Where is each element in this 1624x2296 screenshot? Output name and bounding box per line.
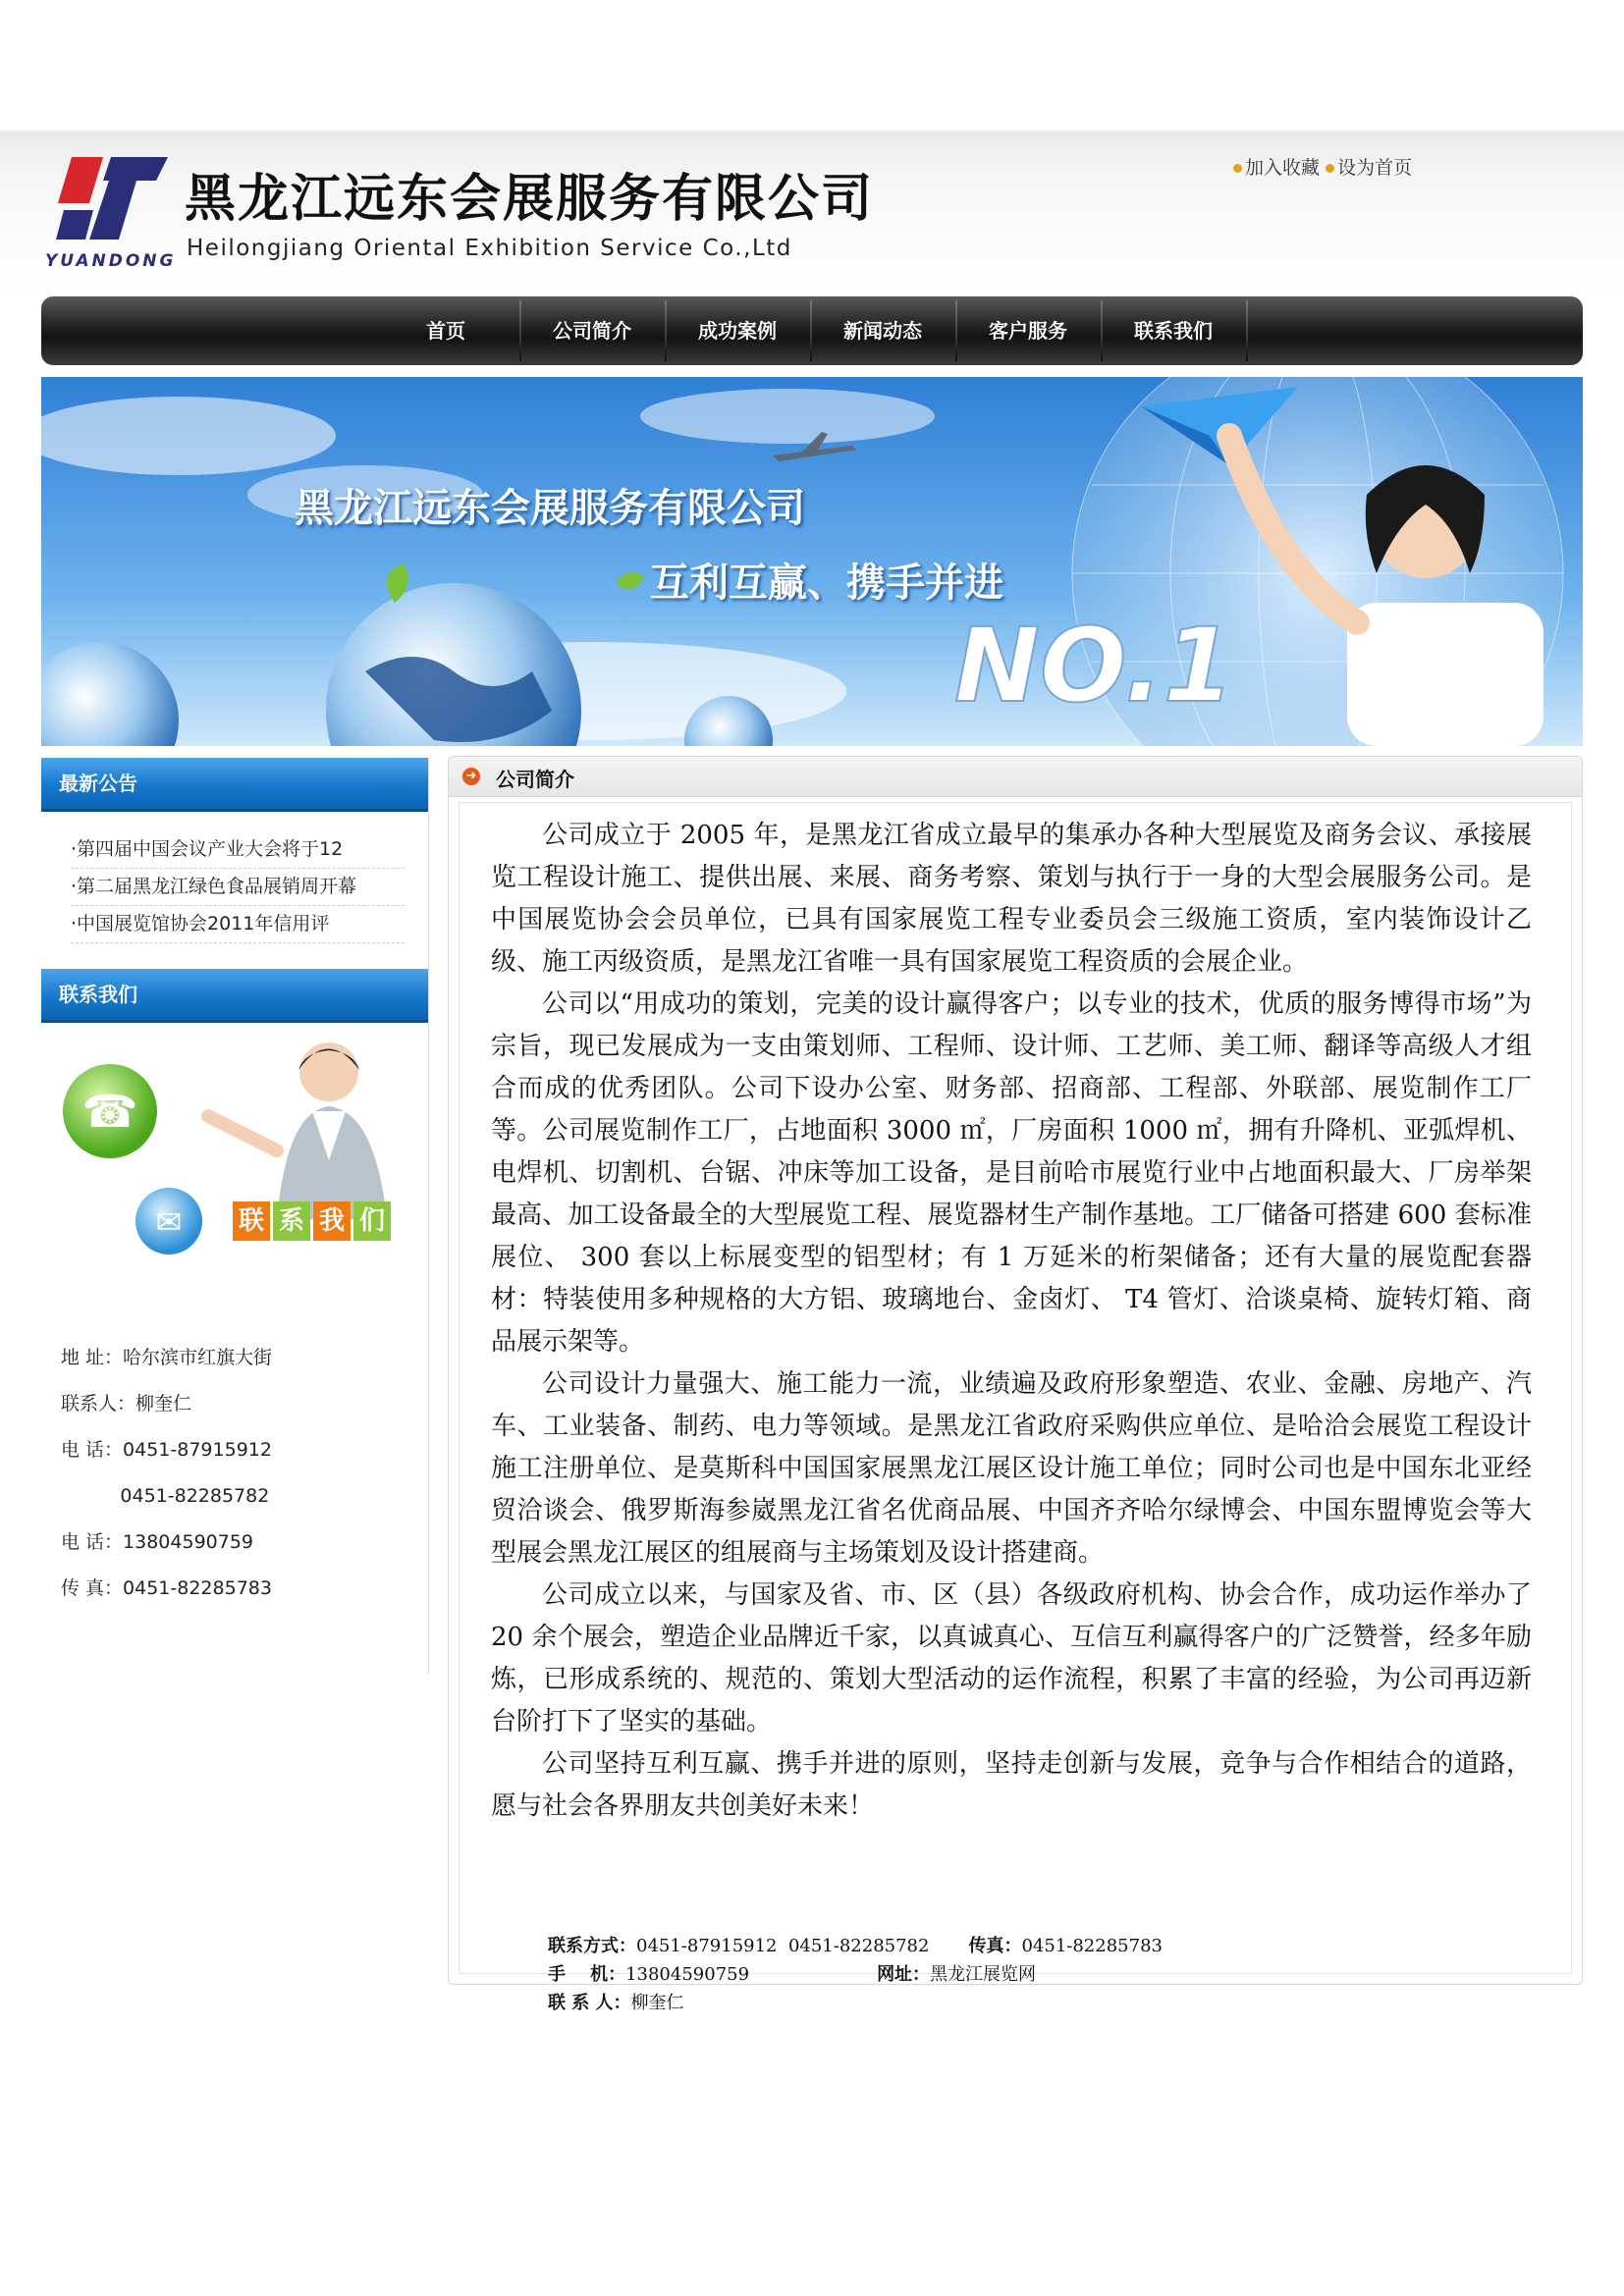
- svg-text:✉: ✉: [155, 1203, 183, 1241]
- banner-slogan: 互利互赢、携手并进: [650, 561, 1003, 606]
- notice-item[interactable]: ·中国展览馆协会2011年信用评: [71, 906, 405, 943]
- company-name-en: Heilongjiang Oriental Exhibition Service Co.,Ltd: [187, 236, 792, 261]
- contact-illustration: [41, 1023, 428, 1317]
- svg-text:☎: ☎: [81, 1085, 138, 1138]
- footer-contact-phones: 0451-87915912 0451-82285782: [636, 1936, 930, 1956]
- footer-person: 柳奎仁: [630, 1993, 684, 2013]
- nav-item-about[interactable]: 公司简介: [553, 319, 631, 343]
- nav-item-service[interactable]: 客户服务: [989, 319, 1067, 343]
- notice-item[interactable]: ·第二届黑龙江绿色食品展销周开幕: [71, 869, 405, 906]
- contact-banner-char: 系: [273, 1201, 310, 1241]
- nav-item-contact[interactable]: 联系我们: [1134, 319, 1213, 343]
- nav-item-cases[interactable]: 成功案例: [698, 319, 777, 343]
- footer-site[interactable]: 黑龙江展览网: [930, 1964, 1037, 1985]
- contact-phone: 电 话：0451-87915912: [61, 1439, 272, 1461]
- banner-title: 黑龙江远东会展服务有限公司: [295, 486, 805, 531]
- contact-header: 联系我们: [41, 969, 428, 1023]
- article-paragraph: 公司以“用成功的策划，完美的设计赢得客户；以专业的技术，优质的服务博得市场”为宗旨，现已发展成为一支由策划师、工程师、设计师、工艺师、美工师、翻译等高级人才组合而成的优秀团队。公司下设办公室、财务部、招商部、工程部、外联部、展览制作工厂等。公司展览制作工厂，占地面积 3000 ㎡，厂房面积 1000 ㎡，拥有升降机、亚弧焊机、电焊机、切割机、台锯、冲床等加工设备，是目前哈市展览行业中占地面积最大、厂房举架最高、加工设备最全的大型展览工程、展览器材生产制作基地。工厂储备可搭建 600 套标准展位、 300 套以上标展变型的铝型材；有 1 万延米的桁架储备；还有大量的展览配套器材：特装使用多种规格的大方铝、玻璃地台、金卤灯、 T4 管灯、洽谈桌椅、旋转灯箱、商品展示架等。: [491, 989, 1532, 1357]
- nav-item-news[interactable]: 新闻动态: [843, 319, 922, 343]
- arrow-right-icon: ➜: [462, 768, 480, 785]
- logo-text: YUANDONG: [45, 251, 177, 271]
- notice-list: [41, 812, 428, 943]
- notices-header: 最新公告: [41, 758, 428, 812]
- nav-item-home[interactable]: 首页: [426, 319, 465, 343]
- footer-person-label: 联 系 人：: [548, 1993, 631, 2013]
- main-title: 公司简介: [496, 768, 574, 791]
- sidebar: [41, 758, 429, 1675]
- article: [491, 815, 1532, 1828]
- banner-badge: NO.1: [954, 606, 1235, 725]
- article-paragraph: 公司成立于 2005 年，是黑龙江省成立最早的集承办各种大型展览及商务会议、承接展览工程设计施工、提供出展、来展、商务考察、策划与执行于一身的大型会展服务公司。是中国展览协会会员单位，已具有国家展览工程专业委员会三级施工资质，室内装饰设计乙级、施工丙级资质，是黑龙江省唯一具有国家展览工程资质的会展企业。: [491, 821, 1532, 977]
- footer-contact: [548, 1932, 1163, 2017]
- bullet-icon: [1233, 164, 1242, 173]
- main-header: [449, 757, 1582, 797]
- contact-fax: 传 真：0451-82285783: [61, 1577, 272, 1599]
- contact-person: 联系人：柳奎仁: [61, 1393, 192, 1415]
- company-logo-icon: [54, 149, 172, 247]
- contact-banner-char: 联: [233, 1201, 270, 1241]
- article-box: [459, 802, 1572, 2013]
- hero-banner: [41, 377, 1583, 746]
- footer-fax: 0451-82285783: [1021, 1936, 1163, 1956]
- set-homepage-link[interactable]: 设为首页: [1337, 157, 1413, 179]
- article-paragraph: 公司成立以来，与国家及省、市、区（县）各级政府机构、协会合作，成功运作举办了 20 余个展会，塑造企业品牌近千家，以真诚真心、互信互利赢得客户的广泛赞誉，经多年励炼，已形成系统的、规范的、策划大型活动的运作流程，积累了丰富的经验，为公司再迈新台阶打下了坚实的基础。: [491, 1580, 1532, 1736]
- bullet-icon: [1326, 164, 1334, 173]
- contact-address: 地 址：哈尔滨市红旗大街: [61, 1347, 273, 1368]
- top-links: [1233, 153, 1412, 180]
- contact-illustration-image: [41, 1023, 428, 1317]
- add-favorite-link[interactable]: 加入收藏: [1245, 157, 1321, 179]
- contact-banner-char: 们: [353, 1201, 391, 1241]
- footer-mobile: 13804590759: [625, 1964, 750, 1985]
- footer-site-label: 网址：: [877, 1964, 931, 1985]
- contact-mobile: 电 话：13804590759: [61, 1531, 254, 1553]
- article-paragraph: 公司坚持互利互赢、携手并进的原则，坚持走创新与发展，竞争与合作相结合的道路，愿与社会各界朋友共创美好未来！: [491, 1749, 1532, 1821]
- main-nav: [41, 296, 1583, 365]
- footer-contact-label: 联系方式：: [548, 1936, 636, 1956]
- contact-info: [41, 1335, 428, 1612]
- contact-phone-2: 0451-82285782: [61, 1485, 270, 1507]
- company-name-cn: 黑龙江远东会展服务有限公司: [185, 170, 875, 229]
- main-panel: [448, 756, 1583, 2013]
- article-paragraph: 公司设计力量强大、施工能力一流，业绩遍及政府形象塑造、农业、金融、房地产、汽车、工业装备、制药、电力等领域。是黑龙江省政府采购供应单位、是哈洽会展览工程设计施工注册单位、是莫斯科中国国家展黑龙江展区设计施工单位；同时公司也是中国东北亚经贸洽谈会、俄罗斯海参崴黑龙江省名优商品展、中国齐齐哈尔绿博会、中国东盟博览会等大型展会黑龙江展区的组展商与主场策划及设计搭建商。: [491, 1369, 1532, 1568]
- nav-divider: [1246, 300, 1248, 361]
- contact-banner-char: 我: [313, 1201, 351, 1241]
- footer-fax-label: 传真：: [968, 1936, 1022, 1956]
- notice-item[interactable]: ·第四届中国会议产业大会将于12: [71, 831, 405, 869]
- footer-mobile-label: 手 机：: [548, 1964, 626, 1985]
- contact-banner: [233, 1201, 391, 1241]
